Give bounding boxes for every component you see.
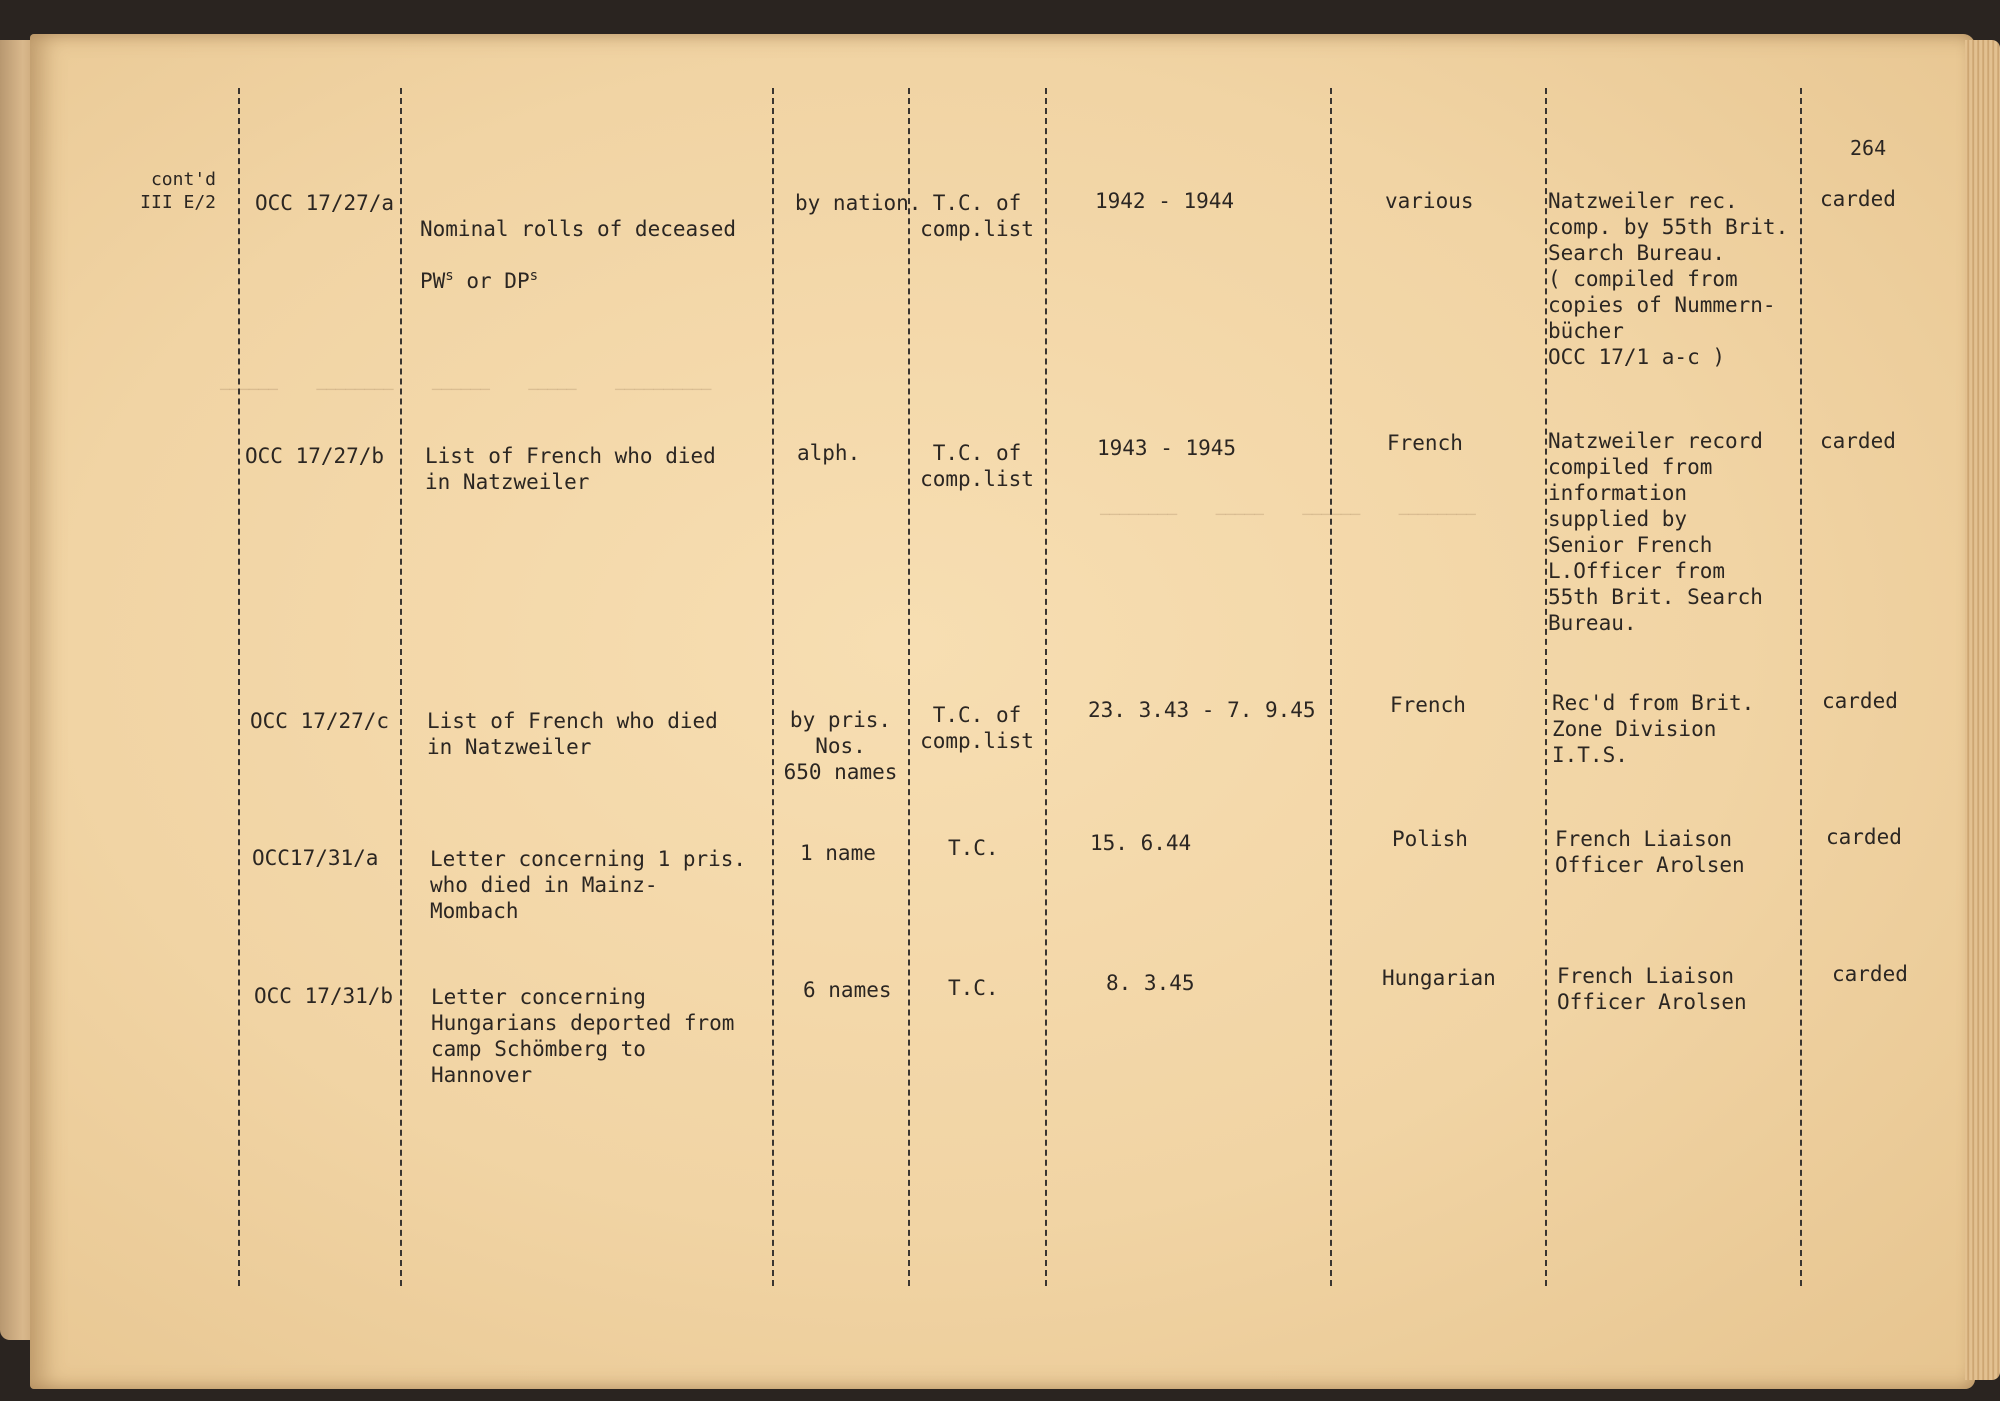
- bleed-through-texture: ──────── ───── ────── ────────: [1100, 505, 1476, 524]
- source-note: Rec'd from Brit. Zone Division I.T.S.: [1552, 691, 1755, 767]
- status: carded: [1822, 689, 1898, 713]
- nationality: Hungarian: [1382, 966, 1496, 990]
- row-description: Letter concerning 1 pris. who died in Mainz- Mombach: [430, 847, 747, 923]
- row-description: List of French who died in Natzweiler: [427, 709, 718, 759]
- section-label: cont'd III E/2: [140, 169, 216, 213]
- column-rule: [908, 88, 910, 1286]
- date-range: 23. 3.43 - 7. 9.45: [1088, 698, 1316, 722]
- nationality: French: [1387, 431, 1463, 455]
- ref-number: OCC17/31/a: [252, 846, 379, 870]
- document-type: T.C.: [948, 836, 999, 860]
- arrangement: 1 name: [800, 841, 876, 865]
- column-rule: [238, 88, 240, 1286]
- source-note: French Liaison Officer Arolsen: [1557, 964, 1747, 1014]
- status: carded: [1820, 187, 1896, 211]
- status: carded: [1820, 429, 1896, 453]
- column-rule: [400, 88, 402, 1286]
- ref-number: OCC 17/31/b: [254, 984, 394, 1008]
- column-rule: [1545, 88, 1547, 1286]
- date-range: 15. 6.44: [1090, 831, 1192, 855]
- date-range: 8. 3.45: [1106, 971, 1195, 995]
- source-note: French Liaison Officer Arolsen: [1555, 827, 1745, 877]
- bleed-through-texture: ────── ──────── ────── ───── ──────────: [220, 380, 712, 399]
- nationality: various: [1385, 189, 1474, 213]
- column-rule: [772, 88, 774, 1286]
- date-range: 1942 - 1944: [1095, 189, 1235, 213]
- column-rule: [1045, 88, 1047, 1286]
- row-description: Nominal rolls of deceased $PW^s$ or $DP^s$: [420, 217, 737, 293]
- document-type: T.C.: [948, 976, 999, 1000]
- row-description: List of French who died in Natzweiler: [425, 444, 716, 494]
- date-range: 1943 - 1945: [1097, 436, 1237, 460]
- status: carded: [1832, 962, 1908, 986]
- nationality: French: [1390, 693, 1466, 717]
- description-line: Nominal rolls of deceased: [420, 217, 737, 241]
- ref-number: OCC 17/27/a: [255, 191, 395, 215]
- nationality: Polish: [1392, 827, 1468, 851]
- status: carded: [1826, 825, 1902, 849]
- arrangement: 6 names: [803, 978, 892, 1002]
- document-type: T.C. of comp.list: [920, 703, 1034, 753]
- arrangement: alph.: [797, 441, 861, 465]
- column-rule: [1330, 88, 1332, 1286]
- document-type: T.C. of comp.list: [920, 191, 1034, 241]
- arrangement: by pris. Nos. 650 names: [783, 708, 898, 784]
- ref-number: OCC 17/27/b: [245, 444, 385, 468]
- page-number: 264: [1850, 136, 1887, 160]
- source-note: Natzweiler record compiled from information supplied by Senior French L.Officer from 55th Brit. Search Bureau.: [1548, 429, 1763, 635]
- page-stack-edge: [1965, 40, 2000, 1380]
- source-note: Natzweiler rec. comp. by 55th Brit. Search Bureau. ( compiled from copies of Nummern- bücher OCC 17/1 a-c ): [1548, 189, 1789, 369]
- ref-number: OCC 17/27/c: [250, 709, 390, 733]
- arrangement: by nation.: [795, 191, 922, 215]
- row-description: Letter concerning Hungarians deported from camp Schömberg to Hannover: [431, 985, 735, 1087]
- document-type: T.C. of comp.list: [920, 441, 1034, 491]
- column-rule: [1800, 88, 1802, 1286]
